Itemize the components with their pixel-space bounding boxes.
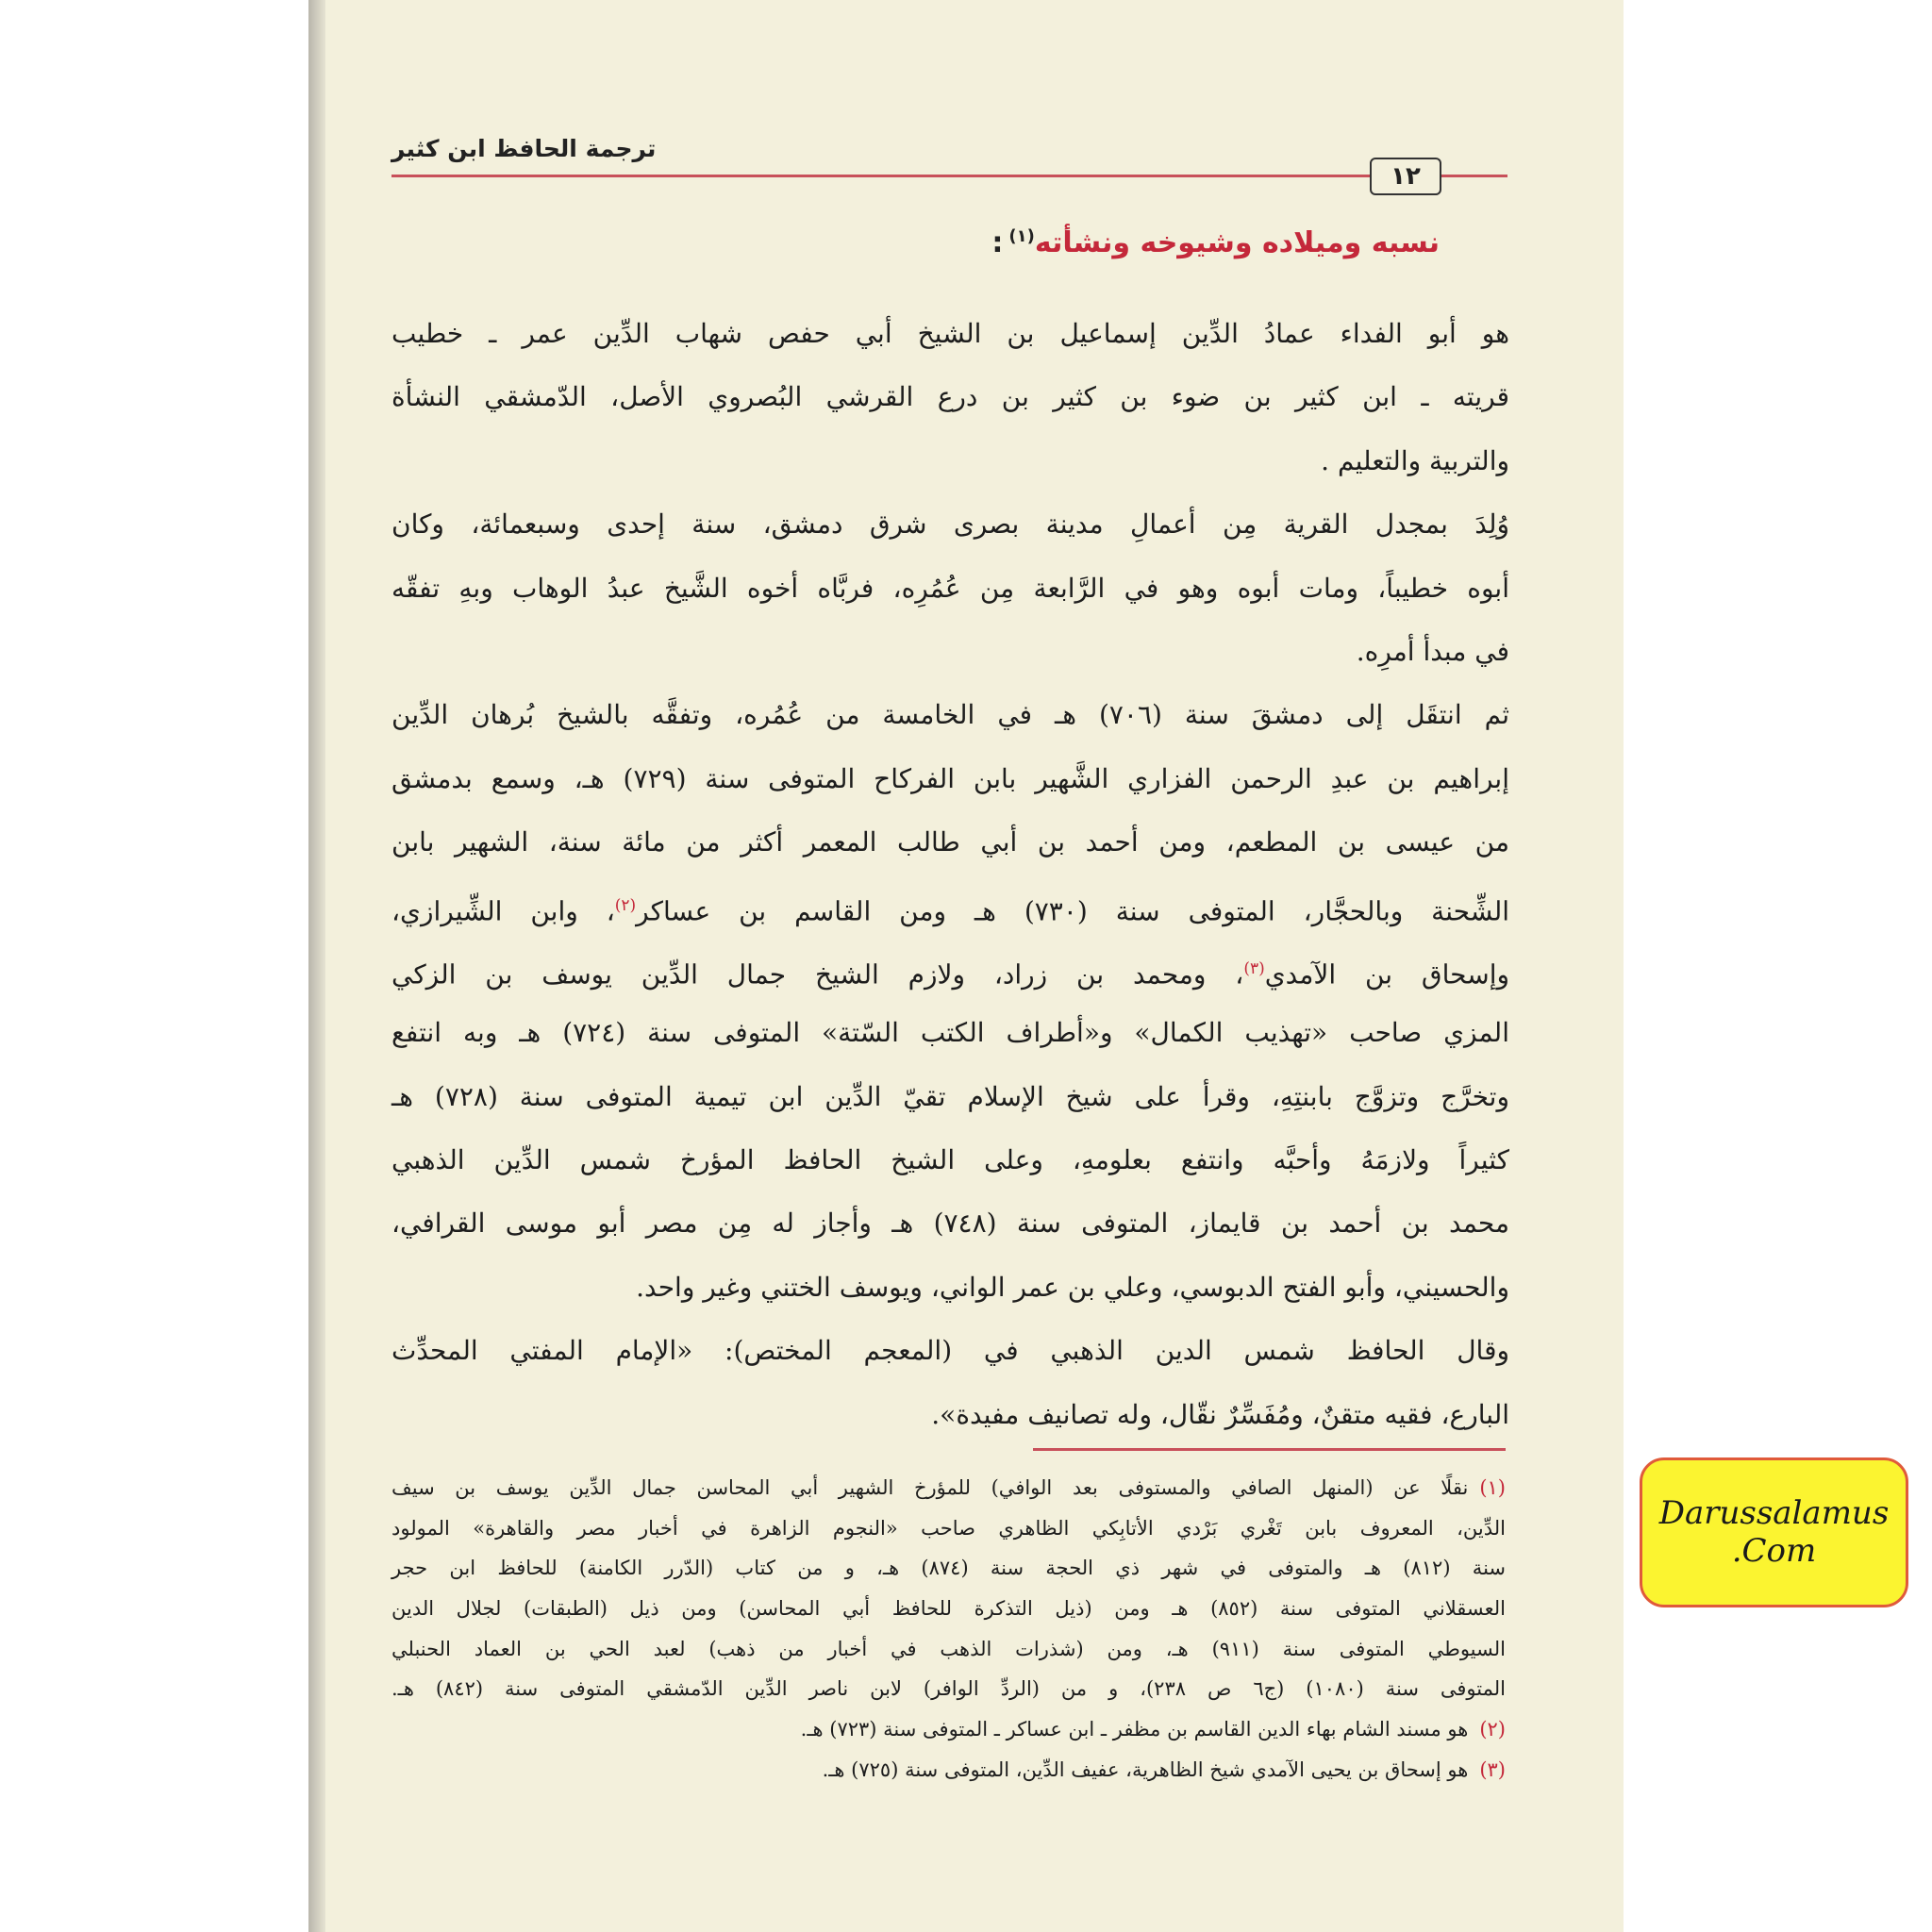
page-binding-edge bbox=[308, 0, 325, 1932]
header-rule bbox=[391, 175, 1507, 177]
footnote-number: (١) bbox=[1479, 1476, 1506, 1499]
text-line: وُلِدَ بمجدل القرية مِن أعمالِ مدينة بصرى شرق دمشق، سنة إحدى وسبعمائة، وكان bbox=[391, 508, 1509, 541]
section-heading bbox=[991, 226, 1440, 259]
footnote-line: المتوفى سنة (١٠٨٠) (ج٦ ص ٢٣٨)، و من (الردِّ الوافر) لابن ناصر الدِّين الدّمشقي المتوفى سنة (٨٤٢) هـ. bbox=[391, 1677, 1506, 1701]
text-line: والتربية والتعليم . bbox=[1321, 444, 1509, 476]
text-line: ثم انتقَل إلى دمشقَ سنة (٧٠٦) هـ في الخامسة من عُمُره، وتفقَّه بالشيخ بُرهان الدِّين bbox=[391, 699, 1509, 731]
footnote-ref: (٢) bbox=[614, 895, 637, 915]
footnote-line: سنة (٨١٢) هـ والمتوفى في شهر ذي الحجة سنة (٨٧٤) هـ، و من كتاب (الدّرر الكامنة) للحافظ ابن حجر bbox=[391, 1557, 1507, 1580]
text-segment: ، ومحمد بن زراد، ولازم الشيخ جمال الدِّين يوسف بن الزكي bbox=[391, 958, 1244, 991]
text-line: إبراهيم بن عبدِ الرحمن الفزاري الشَّهير بابن الفركاح المتوفى سنة (٧٢٩) هـ، وسمع بدمشق bbox=[391, 762, 1509, 794]
footnotes bbox=[391, 1468, 1506, 1790]
text-segment: الشِّحنة وبالحجَّار، المتوفى سنة (٧٣٠) هـ ومن القاسم بن عساكر bbox=[636, 894, 1510, 926]
text-line bbox=[391, 938, 1509, 1001]
text-line: من عيسى بن المطعم، ومن أحمد بن أبي طالب المعمر أكثر من مائة سنة، الشهير بابن bbox=[391, 826, 1509, 858]
text-segment: ، وابن الشِّيرازي، bbox=[391, 894, 615, 926]
footnote-text: نقلًا عن (المنهل الصافي والمستوفى بعد الوافي) للمؤرخ الشهير أبي المحاسن جمال الدِّين يوسف بن سيف bbox=[391, 1476, 1469, 1499]
text-segment: وإسحاق بن الآمدي bbox=[1264, 958, 1510, 991]
watermark-badge bbox=[1640, 1457, 1908, 1607]
body-text bbox=[391, 302, 1509, 1446]
footnote-rule bbox=[1033, 1448, 1506, 1451]
text-line: هو أبو الفداء عمادُ الدِّين إسماعيل بن الشيخ أبي حفص شهاب الدِّين عمر ـ خطيب bbox=[391, 318, 1509, 349]
text-line: وتخرَّج وتزوَّج بابنتِهِ، وقرأ على شيخ الإسلام تقيّ الدِّين ابن تيمية المتوفى سنة (٧٢٨) هـ bbox=[391, 1080, 1509, 1112]
footnote-number: (٢) bbox=[1479, 1718, 1506, 1741]
footnote-line: الدِّين، المعروف بابن تَغْري بَرْدي الأتابِكي الظاهري صاحب «النجوم الزاهرة في أخبار مصر والقاهرة» المولود bbox=[391, 1516, 1506, 1540]
footnote-line bbox=[391, 1750, 1506, 1790]
text-line: محمد بن أحمد بن قايماز، المتوفى سنة (٧٤٨) هـ وأجاز له مِن مصر أبو موسى القرافي، bbox=[391, 1208, 1509, 1240]
footnote-ref: (٣) bbox=[1243, 958, 1265, 978]
text-line bbox=[391, 874, 1509, 938]
text-line: البارع، فقيه متقنٌ، ومُفَسِّرٌ نقّال، وله تصانيف مفيدة». bbox=[931, 1398, 1509, 1430]
running-header-title: ترجمة الحافظ ابن كثير bbox=[391, 135, 657, 162]
text-line: المزي صاحب «تهذيب الكمال» و«أطراف الكتب السّتة» المتوفى سنة (٧٢٤) هـ وبه انتفع bbox=[391, 1017, 1509, 1049]
heading-text: نسبه وميلاده وشيوخه ونشأته bbox=[1034, 226, 1440, 259]
footnote-line bbox=[391, 1468, 1506, 1508]
watermark-line: Darussalamus bbox=[1658, 1494, 1890, 1532]
text-line: أبوه خطيباً، ومات أبوه وهو في الرَّابعة مِن عُمُرِه، فربَّاه أخوه الشَّيخ عبدُ الوهاب وبهِ تفقّه bbox=[391, 572, 1509, 604]
footnote-line: العسقلاني المتوفى سنة (٨٥٢) هـ ومن (ذيل التذكرة للحافظ أبي المحاسن) ومن ذيل (الطبقات) لجلال الدين bbox=[391, 1597, 1506, 1621]
footnote-line: السيوطي المتوفى سنة (٩١١) هـ، ومن (شذرات الذهب في أخبار من ذهب) لعبد الحي بن العماد الحنبلي bbox=[391, 1637, 1506, 1660]
footnote-text: هو مسند الشام بهاء الدين القاسم بن مظفر ـ ابن عساكر ـ المتوفى سنة (٧٢٣) هـ. bbox=[800, 1718, 1469, 1741]
footnote-text: هو إسحاق بن يحيى الآمدي شيخ الظاهرية، عفيف الدِّين، المتوفى سنة (٧٢٥) هـ. bbox=[822, 1757, 1469, 1781]
page-number: ١٢ bbox=[1370, 158, 1441, 195]
footnote-number: (٣) bbox=[1479, 1757, 1506, 1781]
text-line: في مبدأ أمرِه. bbox=[1356, 635, 1509, 667]
watermark-line: .Com bbox=[1731, 1532, 1817, 1570]
heading-colon: : bbox=[991, 226, 1004, 259]
footnote-line bbox=[391, 1709, 1506, 1750]
text-line: والحسيني، وأبو الفتح الدبوسي، وعلي بن عمر الواني، ويوسف الختني وغير واحد. bbox=[636, 1271, 1509, 1303]
text-line: قريته ـ ابن كثير بن ضوء بن كثير بن درع القرشي البُصروي الأصل، الدّمشقي النشأة bbox=[391, 381, 1509, 413]
text-line: وقال الحافظ شمس الدين الذهبي في (المعجم المختص): «الإمام المفتي المحدِّث bbox=[391, 1335, 1509, 1367]
text-line: كثيراً ولازمَهُ وأحبَّه وانتفع بعلومهِ، وعلى الشيخ الحافظ المؤرخ شمس الدِّين الذهبي bbox=[391, 1144, 1509, 1176]
footnote-ref: (١) bbox=[1008, 226, 1035, 246]
